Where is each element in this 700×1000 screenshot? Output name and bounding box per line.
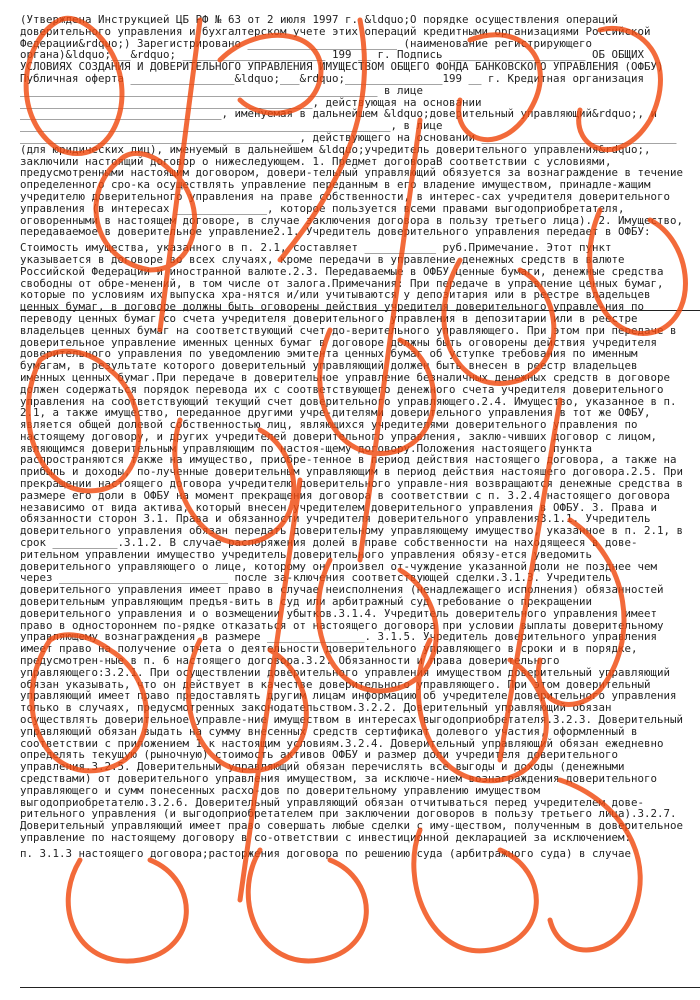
section-divider [20,987,700,988]
document-text-block-1: (Утверждена Инструкцией ЦБ РФ № 63 от 2 июля 1997 г. &ldquo;О порядке осуществления операций доверительного управления и бухгалтерском учете этих операций кредитными организациями Российской Федерации&rdquo;) Зарегистрировано _______________________ (наименование регистрирующего органа)&ldquo;___&rdquo; ______________________ 199 __ г. Подпись _____________________ ОБ ОБЩИХ УСЛОВИЯХ СОЗДАНИЯ И ДОВЕРИТЕЛЬНОГО УПРАВЛЕНИЯ ИМУЩЕСТВОМ ОБЩЕГО ФОНДА БАНКОВСКОГО УПРАВЛЕНИЯ (ОФБУ) Публичная оферта ________________&ldquo;___&rdquo;_______________199 __ г. Кредитная организация _______________________________________________________ в лице _____________________________________________, действующая на основании _______________________________, именуемая в дальнейшем &ldquo;доверительный управляющий&rdquo;, и _________________________________________________________, в лице ___________________________________________, действующего на основании ______________________________ (для юридических лиц), именуемый в дальнейшем &ldquo;учредитель доверительного управления&rdquo;, заключили настоящий договор о нижеследующем. 1. Предмет договораВ соответствии с условиями, предусмотренными настоящим договором, довери-тельный управляющий обязуется за вознаграждение в течение определенного сро-ка осуществлять управление переданным в его владение имуществом, принадле-жащим учредителю доверительного управления на праве собственности, в интерес-сах учредителя доверительного управления (в интересах ______________, которое пользуется всеми правами выгодоприобретателя, оговоренными в настоящем договоре, в случае заключения договора в пользу третьего лица). 2. Имущество, передаваемое в доверительное управление2.1. Учредитель доверительного управления передает в ОФБУ: [20,13,690,239]
document-text-block-2: Стоимость имущества, указанного в п. 2.1, составляет ___________ руб.Примечание. Этот пункт указывается в договоре во всех случаях, кроме передачи в управление денежных средств в валюте Российской Федерации и иностранной валюте.2.3. Передаваемые в ОФБУ ценные бумаги, денежные средства свободны от обре-менений, в том числе от залога.Примечания: При передаче в управление ценных бумаг, которые по условиям их выпуска хра-нятся и/или учитываются у депозитария или в реестре владельцев ценных бумаг, в договоре должны быть оговорены действия учредителя доверительного управле-ния по переводу ценных бумаг со счета учредителя доверительного управления в депозитарии или в реестре владельцев ценных бумаг на соответствующий счет до-верительного управляющего. При этом при передаче в доверительное управление именных ценных бумаг в договоре должны быть оговорены действия учредителя доверительного управления по уведомлению эмитента ценных бумаг об уступке требования по именным бумагам, в результате которого доверительный управляющий должен быть внесен в реестр владельцев именных ценных бумаг.При передаче в доверительное управление безналичных денежных средств в договоре должен содержаться порядок перевода их с соответствующего денежного счета учредителя доверительного управления на соответствующий текущий счет доверительного управляющего.2.4. Имущество, указанное в п. 2.1, а также имущество, переданное другими учре-дителями доверительного управления в тот же ОФБУ, является общей долевой собственностью лиц, являющихся учредителями доверительного управления по настоящему договору, и других учредителей доверительного управления, заклю-чивших договор с лицом, являющимся доверительным управляющим по настоя-щему договору.Положения настоящего пункта распространяются также на имущество, приобре-тенное в период действия настоящего договора, а также на прибыль и доходы, по-лученные доверительным управляющим в период действия настоящего договора.2.5. При прекращении настоящего договора учредителю доверительного управле-ния возвращаются денежные средства в размере его доли в ОФБУ на момент прекращения договора в соответствии с п. 3.2.4 настоящего договора независимо от вида актива, который внесен учредителем доверительного управления в ОФБУ. 3. Права и обязанности сторон 3.1. Права и обязанности учредителя доверительного управления3.1.1. Учредитель доверительного управления обязан передать доверительному управляющему имущество, указанное в п. 2.1, в срок __________.3.1.2. В случае распоряжения долей в праве собственности на находящееся в дове-рительном управлении имущество учредитель доверительного управления обязу-ется уведомить доверительного управляющего о лице, которому он произвел от-чуждение указанной доли не позднее чем через __________________________ после за-ключения соответствующей сделки.3.1.3. Учредитель доверительного управления имеет право в случае неисполнения (ненадлежащего исполнения) обязанностей доверительным управляющим предъя-вить в суд или арбитражный суд требование о прекращении доверительного управления и о возмещении убытков.3.1.4. Учредитель доверительного управления имеет право в одностороннем по-рядке отказаться от настоящего договора при условии выплаты доверительному управляющему вознаграждения в размере _______________. 3.1.5. Учредитель доверительного управления имеет право на получение отчета о деятельности доверительного управляющего в сроки и в порядке, предусмотрен-ные в п. 6 настоящего договора.3.2. Обязанности и права доверительного управляющего:3.2.1. При осуществлении доверительного управления имуществом доверительный управляющий обязан указывать, что он действует в качестве доверительного управляющего. При этом доверительный управляющий имеет право предоставлять другим лицам информацию об учредителе доверительного управления только в случаях, предусмотренных законодательством.3.2.2. Доверительный управляющий обязан осуществлять доверительное управле-ние имуществом в интересах выгодоприобретателя.3.2.3. Доверительный управляющий обязан выдать на сумму внесенных средств сертификат долевого участия, оформленный в соответствии с приложением 1 к настоящим условиям.3.2.4. Доверительный управляющий обязан ежедневно определять текущую (рыночную) стоимость активов ОФБУ и размер доли учредителя доверительного управления.3.2.5. Доверительный управляющий обязан перечислять все выгоды и доходы (денежными средствами) от доверительного управления имуществом, за исключе-нием вознаграждения доверительного управляющего и сумм понесенных расхо-дов по доверительному управлению имуществом выгодоприобретателю.3.2.6. Доверительный управляющий обязан отчитываться перед учредителем дове-рительного управления (и выгодоприобретателем при заключении договоров в пользу третьего лица).3.2.7. Доверительный управляющий имеет право совершать любые сделки с иму-ществом, полученным в доверительное управление по настоящему договору в со-ответствии с инвестиционной декларацией за исключением: [20,241,690,844]
section-divider [20,310,700,311]
document-text-block-3: п. 3.1.3 настоящего договора;расторжения договора по решению суда (арбитражного суда) в случае [20,846,632,860]
